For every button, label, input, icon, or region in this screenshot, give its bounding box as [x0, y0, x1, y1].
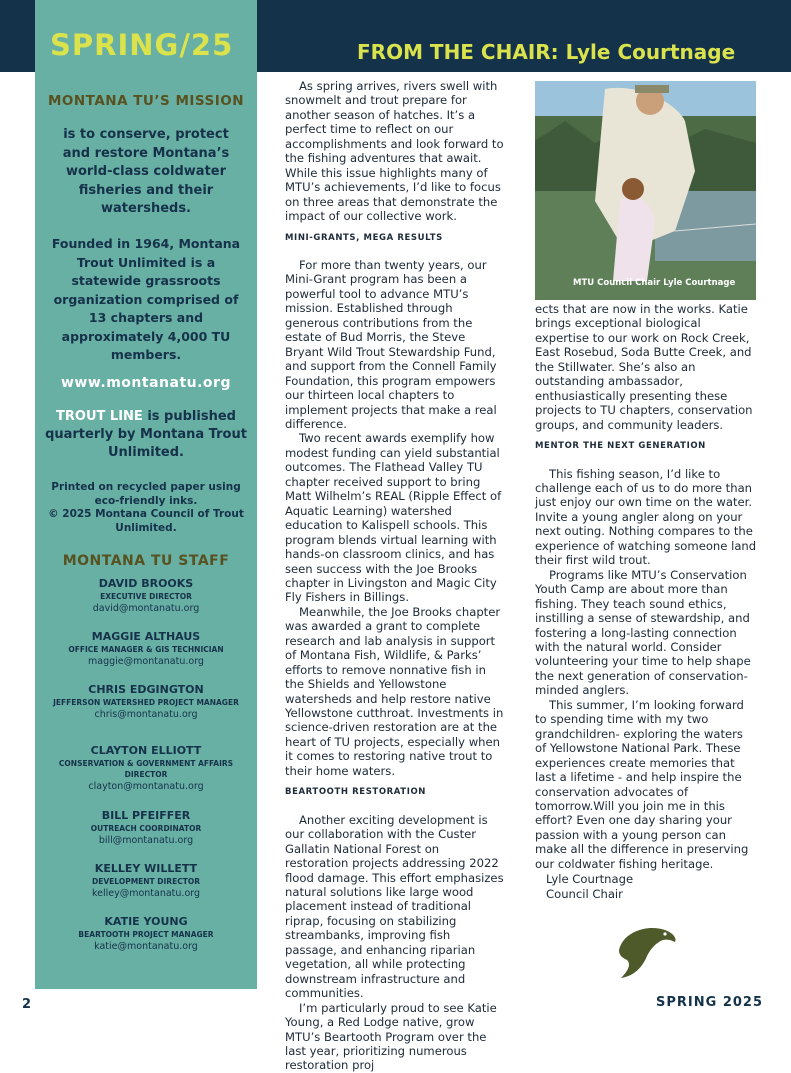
publication-note: [44, 408, 248, 462]
staff-entry: [40, 915, 252, 968]
footer-issue: SPRING 2025: [656, 995, 763, 1010]
website-link[interactable]: www.montanatu.org: [61, 375, 231, 391]
article-paragraph-continued: ects that are now in the works. Katie brings exceptional biological expertise to our work on Rock Creek, East Rosebud, Soda Butte Creek, and the Stillwater. She’s also an outstanding ambassador, enthusiastically presenting these projects to TU chapters, conservation groups, and community leaders.: [535, 302, 753, 432]
staff-email[interactable]: clayton@montanatu.org: [88, 781, 204, 792]
article-paragraph: Another exciting development is our collaboration with the Custer Gallatin National Forest on restoration projects addressing 2022 flood damage. This effort emphasizes natural solutions like large wood placement instead of traditional riprap, focusing on stabilizing streambanks, improving fish passage, and enhancing riparian vegetation, all while protecting downstream infrastructure and communities.: [285, 812, 504, 1001]
staff-list: [40, 577, 252, 968]
mission-heading: MONTANA TU’S MISSION: [47, 93, 245, 109]
signature-name: Lyle Courtnage: [546, 872, 634, 886]
staff-name: CLAYTON ELLIOTT: [90, 744, 202, 757]
staff-email[interactable]: maggie@montanatu.org: [88, 656, 204, 667]
staff-entry: [40, 809, 252, 862]
article-paragraph: This summer, I’m looking forward to spending time with my two grandchildren- exploring the waters of Yellowstone National Park. These experiences create memories that last a lifetime - and help inspire the conservation advocates of tomorrow.Will you join me in this effort? Even one day sharing your passion with a young person can make all the difference in preserving our coldwater fishing heritage.: [535, 697, 749, 871]
staff-heading: MONTANA TU STAFF: [62, 553, 230, 569]
printed-text: Printed on recycled paper using eco-friendly inks.: [51, 481, 241, 507]
section-heading: MENTOR THE NEXT GENERATION: [535, 441, 706, 452]
section-heading: MINI-GRANTS, MEGA RESULTS: [285, 232, 443, 243]
staff-email[interactable]: chris@montanatu.org: [94, 709, 198, 720]
section-heading: BEARTOOTH RESTORATION: [285, 787, 427, 798]
staff-entry: [40, 683, 252, 744]
printing-note: [44, 481, 248, 535]
staff-name: MAGGIE ALTHAUS: [91, 630, 201, 643]
issue-label: SPRING/25: [50, 28, 234, 62]
article-paragraph: Meanwhile, the Joe Brooks chapter was awarded a grant to complete research and lab analysis in support of Montana Fish, Wildlife, & Parks’ efforts to remove nonnative fish in the Shields and Yellowstone watersheds and help restore native Yellowstone cutthroat. Investments in science-driven restoration are at the heart of TU projects, especially when it comes to restoring native trout to their home waters.: [285, 604, 504, 778]
staff-email[interactable]: katie@montanatu.org: [94, 941, 198, 952]
staff-email[interactable]: kelley@montanatu.org: [91, 888, 201, 899]
staff-role: JEFFERSON WATERSHED PROJECT MANAGER: [53, 698, 239, 707]
staff-role: OUTREACH COORDINATOR: [90, 824, 202, 833]
mission-text: is to conserve, protect and restore Montana’s world-class coldwater fisheries and their watersheds.: [62, 127, 230, 216]
staff-role: EXECUTIVE DIRECTOR: [100, 592, 192, 601]
signature: [546, 872, 633, 901]
staff-name: BILL PFEIFFER: [101, 809, 191, 822]
photo-caption: MTU Council Chair Lyle Courtnage: [573, 278, 736, 288]
staff-entry: [40, 744, 252, 809]
trout-icon: [613, 920, 679, 982]
staff-name: KATIE YOUNG: [104, 915, 188, 928]
staff-email[interactable]: bill@montanatu.org: [98, 835, 194, 846]
staff-entry: [40, 862, 252, 915]
staff-entry: [40, 630, 252, 683]
article-paragraph: As spring arrives, rivers swell with snowmelt and trout prepare for another season of hatches. It’s a perfect time to reflect on our accomplishments and look forward to the fishing adventures that await. While this issue highlights many of MTU’s achievements, I’d like to focus on three areas that demonstrate the impact of our collective work.: [285, 79, 504, 224]
article-paragraph: For more than twenty years, our Mini-Grant program has been a powerful tool to advance MTU’s mission. Established through generous contributions from the estate of Bud Morris, the Steve Bryant Wild Trout Stewardship Fund, and support from the Connell Family Foundation, this program empowers our thirteen local chapters to implement projects that make a real difference.: [285, 257, 497, 431]
article-column-1: [285, 79, 505, 1073]
article-paragraph: This fishing season, I’d like to challenge each of us to do more than just enjoy our own time on the water. Invite a young angler along on your next outing. Nothing compares to the experience of watching someone land their first wild trout.: [535, 466, 757, 568]
staff-role: CONSERVATION & GOVERNMENT AFFAIRS DIRECTOR: [58, 759, 234, 779]
article-paragraph: Programs like MTU’s Conservation Youth Camp are about more than fishing. They teach sound ethics, instilling a sense of stewardship, and fostering a long-lasting connection with the natural world. Consider volunteering your time to help shape the next generation of conservation-minded anglers.: [535, 567, 751, 698]
staff-role: OFFICE MANAGER & GIS TECHNICIAN: [68, 645, 224, 654]
publication-name: TROUT LINE: [56, 409, 143, 424]
staff-name: CHRIS EDGINGTON: [88, 683, 204, 696]
signature-title: Council Chair: [546, 886, 623, 901]
staff-role: DEVELOPMENT DIRECTOR: [92, 877, 200, 886]
staff-name: KELLEY WILLETT: [94, 862, 198, 875]
publication-text: is published quarterly by Montana Trout Unlimited.: [45, 409, 247, 460]
article-column-2: [535, 302, 757, 871]
chair-photo: [535, 81, 756, 300]
staff-name: DAVID BROOKS: [98, 577, 194, 590]
page-title: FROM THE CHAIR: Lyle Courtnage: [357, 40, 736, 64]
article-paragraph: Two recent awards exemplify how modest funding can yield substantial outcomes. The Flathead Valley TU chapter received support to bring Matt Wilhelm’s REAL (Ripple Effect of Aquatic Learning) watershed education to Kalispell schools. This program blends virtual learning with hands-on classroom clinics, and has seen success with the Joe Brooks chapter in Livingston and Magic City Fly Fishers in Billings.: [285, 431, 502, 605]
photo-illustration: [535, 81, 756, 300]
staff-entry: [40, 577, 252, 630]
staff-email[interactable]: david@montanatu.org: [92, 603, 200, 614]
article-paragraph: I’m particularly proud to see Katie Young, a Red Lodge native, grow MTU’s Beartooth Program over the last year, prioritizing numerous restoration proj: [285, 1000, 497, 1073]
copyright-text: © 2025 Montana Council of Trout Unlimited.: [48, 508, 244, 534]
founded-text: Founded in 1964, Montana Trout Unlimited is a statewide grassroots organization comprised of 13 chapters and approximately 4,000 TU members.: [51, 236, 241, 362]
staff-role: BEARTOOTH PROJECT MANAGER: [78, 930, 214, 939]
page-number: 2: [22, 997, 32, 1012]
